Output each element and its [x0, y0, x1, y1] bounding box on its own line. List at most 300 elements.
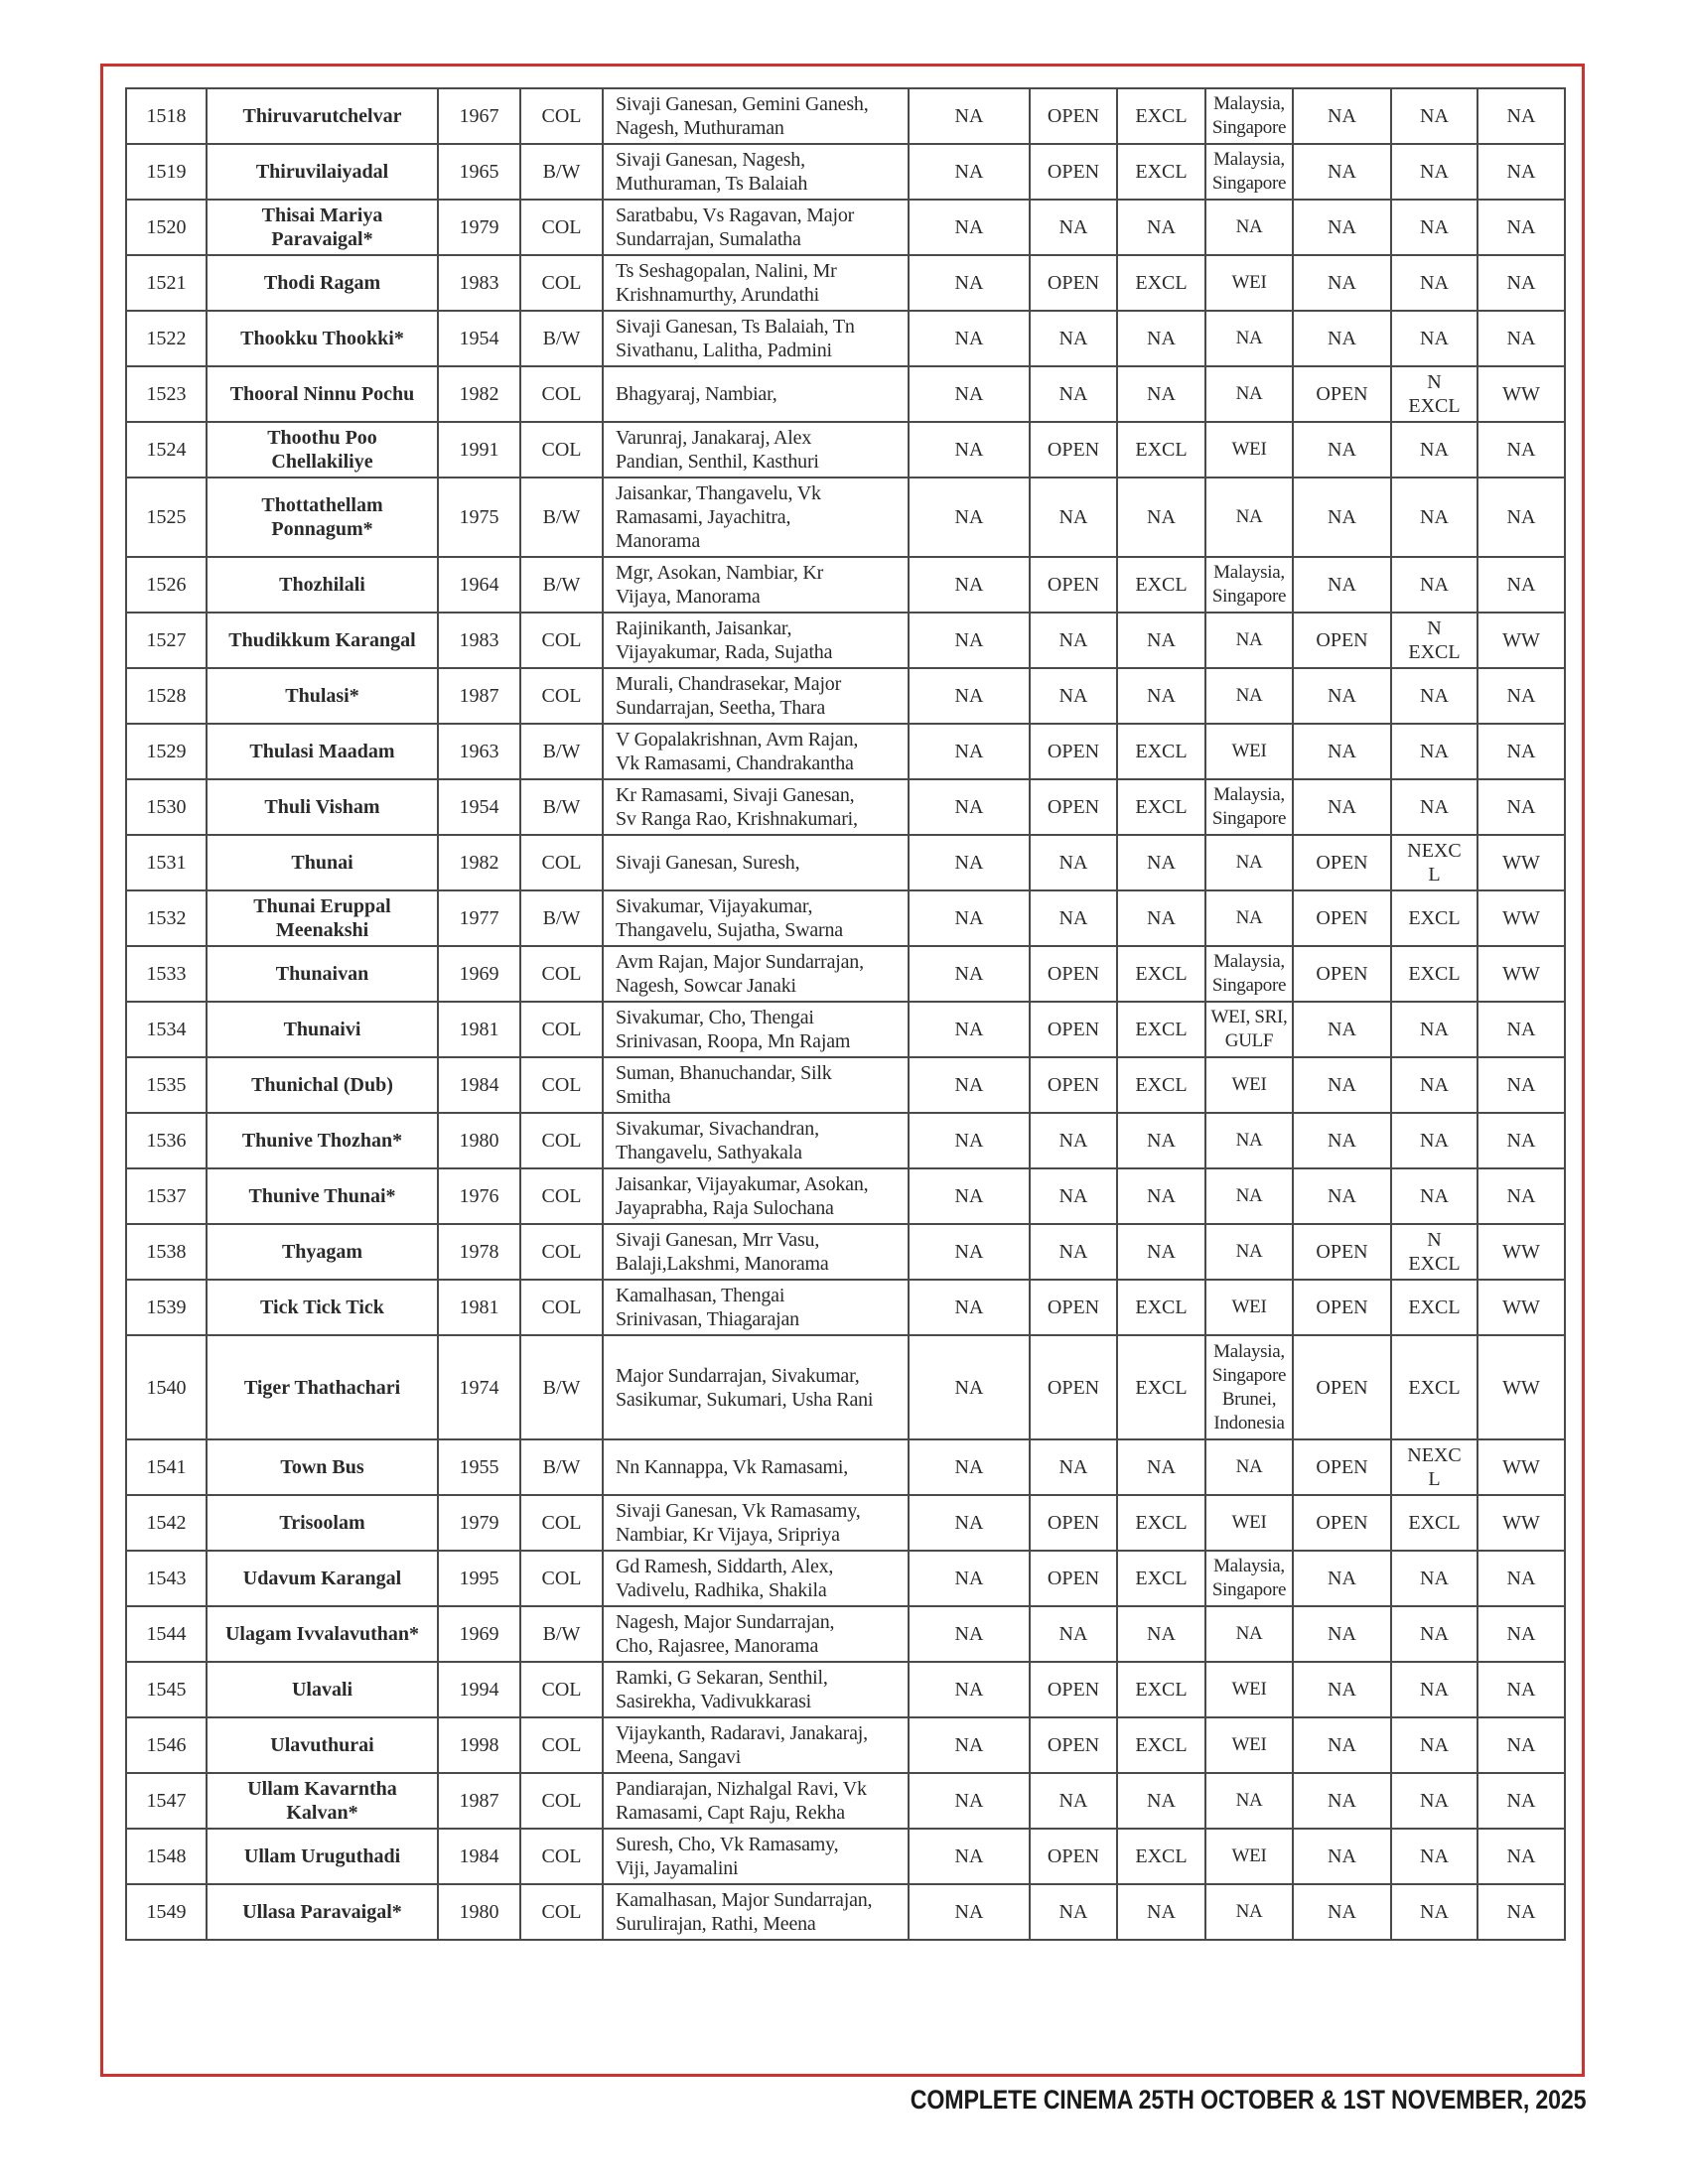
- table-row: [126, 1002, 1565, 1057]
- rights-col-6-cell: [1391, 1829, 1477, 1884]
- rights-col-7-cell: [1477, 668, 1565, 724]
- rights-col-4-territory-line: WEI: [1231, 1679, 1267, 1700]
- cast-line: Sundarrajan, Seetha, Thara: [616, 697, 826, 719]
- rights-col-2-cell: [1030, 1551, 1117, 1606]
- print-type-cell: COL: [520, 366, 603, 422]
- rights-col-5-line: OPEN: [1316, 1376, 1368, 1399]
- cast-cell: [603, 311, 909, 366]
- rights-col-4-territory-cell: [1205, 88, 1293, 144]
- rights-col-1-cell: [909, 1495, 1030, 1551]
- rights-col-5-line: OPEN: [1316, 852, 1368, 874]
- cast-line: Sivaji Ganesan, Ts Balaiah, Tn: [616, 316, 855, 338]
- rights-col-6-line: NA: [1420, 741, 1449, 762]
- rights-col-5-line: NA: [1328, 1019, 1356, 1040]
- film-title-cell: [207, 1662, 438, 1717]
- rights-col-3-cell: [1117, 311, 1205, 366]
- rights-col-3-cell: [1117, 200, 1205, 255]
- rights-col-3-cell: [1117, 1439, 1205, 1495]
- cast-cell: [603, 1002, 909, 1057]
- rights-col-4-territory-cell: [1205, 1606, 1293, 1662]
- rights-col-7-line: NA: [1506, 216, 1536, 238]
- serial-number-cell: 1532: [126, 890, 207, 946]
- cast-line: Rajinikanth, Jaisankar,: [616, 617, 792, 639]
- film-title-line: Thozhilali: [279, 574, 365, 596]
- rights-col-5-line: OPEN: [1316, 907, 1368, 929]
- rights-col-7-cell: [1477, 835, 1565, 890]
- rights-col-4-territory-cell: [1205, 557, 1293, 613]
- rights-col-3-line: EXCL: [1135, 105, 1188, 127]
- rights-col-7-line: NA: [1506, 328, 1536, 349]
- rights-col-4-territory-line: WEI: [1231, 1734, 1267, 1755]
- rights-col-2-cell: [1030, 200, 1117, 255]
- rights-col-2-line: NA: [1058, 907, 1088, 929]
- cast-line: Viji, Jayamalini: [616, 1857, 739, 1879]
- rights-col-2-cell: [1030, 1717, 1117, 1773]
- rights-col-3-cell: [1117, 613, 1205, 668]
- cast-cell: [603, 1606, 909, 1662]
- rights-col-2-cell: [1030, 255, 1117, 311]
- cast-line: Ts Seshagopalan, Nalini, Mr: [616, 260, 837, 282]
- rights-col-7-line: NA: [1506, 161, 1536, 183]
- serial-number-cell: 1519: [126, 144, 207, 200]
- rights-col-6-line: NA: [1420, 1185, 1449, 1207]
- cast-line: Sv Ranga Rao, Krishnakumari,: [616, 808, 858, 830]
- cast-cell: [603, 1168, 909, 1224]
- film-title-cell: [207, 1113, 438, 1168]
- rights-col-4-territory-line: NA: [1235, 907, 1263, 928]
- film-title-line: Thooral Ninnu Pochu: [229, 383, 415, 405]
- cast-cell: [603, 1224, 909, 1280]
- release-year-cell: 1963: [438, 724, 520, 779]
- rights-col-5-line: NA: [1328, 1845, 1356, 1867]
- cast-line: Balaji,Lakshmi, Manorama: [616, 1253, 829, 1275]
- table-row: [126, 1829, 1565, 1884]
- rights-col-1-cell: [909, 1884, 1030, 1940]
- rights-col-4-territory-line: WEI: [1231, 272, 1267, 293]
- rights-col-6-line: EXCL: [1408, 395, 1461, 417]
- rights-col-3-cell: [1117, 366, 1205, 422]
- rights-col-1-cell: [909, 1717, 1030, 1773]
- rights-col-7-cell: [1477, 1113, 1565, 1168]
- table-row: [126, 144, 1565, 200]
- cast-line: Suman, Bhanuchandar, Silk: [616, 1062, 832, 1084]
- rights-col-1-cell: [909, 779, 1030, 835]
- release-year-cell: 1954: [438, 311, 520, 366]
- rights-col-2-line: OPEN: [1047, 741, 1100, 762]
- print-type-cell: COL: [520, 1773, 603, 1829]
- cast-line: Pandian, Senthil, Kasthuri: [616, 451, 819, 473]
- print-type-cell: B/W: [520, 1335, 603, 1439]
- rights-col-6-line: NA: [1420, 685, 1449, 707]
- rights-col-6-line: NA: [1420, 1845, 1449, 1867]
- rights-col-5-line: NA: [1328, 439, 1356, 461]
- rights-col-3-line: EXCL: [1135, 796, 1188, 818]
- rights-col-3-line: EXCL: [1135, 741, 1188, 762]
- rights-col-6-cell: [1391, 422, 1477, 478]
- release-year-cell: 1969: [438, 946, 520, 1002]
- film-title-line: Thunaivi: [283, 1019, 361, 1040]
- rights-col-2-line: NA: [1058, 216, 1088, 238]
- rights-col-1-line: NA: [954, 1019, 984, 1040]
- film-title-cell: [207, 724, 438, 779]
- table-row: [126, 890, 1565, 946]
- rights-col-1-line: NA: [954, 216, 984, 238]
- rights-col-5-cell: [1293, 890, 1391, 946]
- rights-col-1-line: NA: [954, 105, 984, 127]
- rights-col-3-cell: [1117, 946, 1205, 1002]
- rights-col-6-cell: [1391, 200, 1477, 255]
- table-row: [126, 779, 1565, 835]
- cast-cell: [603, 890, 909, 946]
- rights-col-4-territory-line: NA: [1235, 216, 1263, 237]
- rights-col-7-line: NA: [1506, 741, 1536, 762]
- rights-col-3-cell: [1117, 1224, 1205, 1280]
- rights-col-1-line: NA: [954, 1376, 984, 1399]
- table-row: [126, 1280, 1565, 1335]
- rights-col-4-territory-line: WEI: [1231, 741, 1267, 761]
- rights-col-6-cell: [1391, 779, 1477, 835]
- print-type-cell: B/W: [520, 557, 603, 613]
- rights-col-6-cell: [1391, 1439, 1477, 1495]
- film-title-cell: [207, 366, 438, 422]
- rights-col-4-territory-cell: [1205, 478, 1293, 557]
- cast-line: Bhagyaraj, Nambiar,: [616, 383, 777, 405]
- film-title-line: Thoothu Poo: [267, 427, 377, 449]
- rights-col-2-line: NA: [1058, 1130, 1088, 1152]
- rights-col-5-line: NA: [1328, 1901, 1356, 1923]
- film-title-line: Ullam Kavarntha: [247, 1778, 397, 1800]
- rights-col-2-cell: [1030, 613, 1117, 668]
- rights-col-6-line: N: [1427, 617, 1442, 639]
- cast-cell: [603, 1335, 909, 1439]
- table-row: [126, 88, 1565, 144]
- cast-cell: [603, 613, 909, 668]
- rights-col-3-cell: [1117, 1773, 1205, 1829]
- rights-col-7-cell: [1477, 366, 1565, 422]
- cast-line: Jayaprabha, Raja Sulochana: [616, 1197, 834, 1219]
- rights-col-1-line: NA: [954, 272, 984, 294]
- film-title-cell: [207, 144, 438, 200]
- rights-col-4-territory-cell: [1205, 1439, 1293, 1495]
- rights-col-3-line: EXCL: [1135, 963, 1188, 985]
- cast-line: Ramasami, Jayachitra,: [616, 506, 791, 528]
- rights-col-6-cell: [1391, 1662, 1477, 1717]
- table-row: [126, 1224, 1565, 1280]
- serial-number-cell: 1546: [126, 1717, 207, 1773]
- rights-col-7-cell: [1477, 1495, 1565, 1551]
- print-type-cell: B/W: [520, 478, 603, 557]
- cast-line: Sivaji Ganesan, Nagesh,: [616, 149, 805, 171]
- film-title-cell: [207, 1884, 438, 1940]
- rights-col-6-cell: [1391, 1002, 1477, 1057]
- film-title-cell: [207, 478, 438, 557]
- rights-col-3-line: EXCL: [1135, 272, 1188, 294]
- rights-col-4-territory-line: NA: [1235, 1130, 1263, 1151]
- table-row: [126, 557, 1565, 613]
- serial-number-cell: 1528: [126, 668, 207, 724]
- rights-col-3-line: EXCL: [1135, 574, 1188, 596]
- release-year-cell: 1981: [438, 1002, 520, 1057]
- rights-col-2-line: OPEN: [1047, 796, 1100, 818]
- rights-col-4-territory-line: Malaysia,: [1213, 1340, 1285, 1362]
- rights-col-1-cell: [909, 1829, 1030, 1884]
- rights-col-1-cell: [909, 1606, 1030, 1662]
- cast-line: Surulirajan, Rathi, Meena: [616, 1913, 816, 1935]
- serial-number-cell: 1535: [126, 1057, 207, 1113]
- rights-col-7-cell: [1477, 88, 1565, 144]
- cast-line: Ramasami, Capt Raju, Rekha: [616, 1802, 845, 1824]
- rights-col-1-line: NA: [954, 852, 984, 874]
- release-year-cell: 1976: [438, 1168, 520, 1224]
- rights-col-4-territory-cell: [1205, 1495, 1293, 1551]
- rights-col-4-territory-line: NA: [1235, 1901, 1263, 1922]
- film-title-line: Ulagam Ivvalavuthan*: [224, 1623, 420, 1645]
- rights-col-1-line: NA: [954, 383, 984, 405]
- rights-col-5-cell: [1293, 144, 1391, 200]
- film-title-line: Kalvan*: [286, 1802, 358, 1824]
- release-year-cell: 1983: [438, 613, 520, 668]
- rights-col-1-cell: [909, 1168, 1030, 1224]
- table-row: [126, 1168, 1565, 1224]
- release-year-cell: 1969: [438, 1606, 520, 1662]
- cast-cell: [603, 1717, 909, 1773]
- rights-col-5-line: OPEN: [1316, 629, 1368, 651]
- rights-col-7-cell: [1477, 1662, 1565, 1717]
- cast-cell: [603, 1551, 909, 1606]
- rights-col-4-territory-cell: [1205, 1280, 1293, 1335]
- rights-col-2-cell: [1030, 1773, 1117, 1829]
- rights-col-7-line: WW: [1502, 383, 1540, 405]
- release-year-cell: 1980: [438, 1113, 520, 1168]
- film-title-cell: [207, 1717, 438, 1773]
- cast-cell: [603, 1662, 909, 1717]
- cast-line: Nambiar, Kr Vijaya, Sripriya: [616, 1524, 840, 1546]
- rights-col-6-line: N: [1427, 1229, 1442, 1251]
- cast-cell: [603, 88, 909, 144]
- rights-col-5-cell: [1293, 1551, 1391, 1606]
- rights-col-2-line: OPEN: [1047, 1074, 1100, 1096]
- cast-line: Gd Ramesh, Siddarth, Alex,: [616, 1556, 834, 1577]
- rights-col-2-cell: [1030, 557, 1117, 613]
- rights-col-7-cell: [1477, 311, 1565, 366]
- cast-line: Ramki, G Sekaran, Senthil,: [616, 1667, 828, 1689]
- rights-col-2-line: OPEN: [1047, 439, 1100, 461]
- rights-col-2-cell: [1030, 144, 1117, 200]
- table-row: [126, 946, 1565, 1002]
- rights-col-1-cell: [909, 422, 1030, 478]
- rights-col-7-line: NA: [1506, 1019, 1536, 1040]
- rights-col-7-line: WW: [1502, 1512, 1540, 1534]
- rights-col-2-line: NA: [1058, 506, 1088, 528]
- rights-col-3-line: EXCL: [1135, 1074, 1188, 1096]
- rights-col-3-cell: [1117, 1495, 1205, 1551]
- rights-col-5-line: OPEN: [1316, 963, 1368, 985]
- rights-col-3-cell: [1117, 255, 1205, 311]
- cast-cell: [603, 1439, 909, 1495]
- film-title-cell: [207, 668, 438, 724]
- rights-col-3-cell: [1117, 1884, 1205, 1940]
- print-type-cell: COL: [520, 422, 603, 478]
- rights-col-6-line: NA: [1420, 1901, 1449, 1923]
- cast-cell: [603, 1113, 909, 1168]
- film-title-line: Thiruvarutchelvar: [242, 105, 402, 127]
- rights-col-7-line: NA: [1506, 506, 1536, 528]
- rights-col-1-cell: [909, 1280, 1030, 1335]
- table-row: [126, 422, 1565, 478]
- rights-col-1-line: NA: [954, 328, 984, 349]
- rights-col-1-cell: [909, 1551, 1030, 1606]
- print-type-cell: COL: [520, 1057, 603, 1113]
- rights-col-5-cell: [1293, 88, 1391, 144]
- print-type-cell: COL: [520, 200, 603, 255]
- rights-col-2-cell: [1030, 1884, 1117, 1940]
- rights-col-6-line: EXCL: [1408, 641, 1461, 663]
- cast-line: Sundarrajan, Sumalatha: [616, 228, 801, 250]
- rights-col-6-cell: [1391, 1717, 1477, 1773]
- rights-col-6-line: NA: [1420, 272, 1449, 294]
- rights-col-3-cell: [1117, 1057, 1205, 1113]
- rights-col-5-cell: [1293, 724, 1391, 779]
- film-title-cell: [207, 1495, 438, 1551]
- rights-col-7-cell: [1477, 946, 1565, 1002]
- footer-publication-line: COMPLETE CINEMA 25TH OCTOBER & 1ST NOVEMBER, 2025: [910, 2085, 1586, 2115]
- rights-col-1-line: NA: [954, 574, 984, 596]
- serial-number-cell: 1543: [126, 1551, 207, 1606]
- rights-col-5-cell: [1293, 613, 1391, 668]
- rights-col-3-line: NA: [1147, 1241, 1176, 1263]
- film-title-cell: [207, 88, 438, 144]
- rights-col-7-line: NA: [1506, 105, 1536, 127]
- film-title-line: Paravaigal*: [271, 228, 373, 250]
- rights-col-6-line: EXCL: [1408, 1376, 1461, 1399]
- rights-col-6-cell: [1391, 311, 1477, 366]
- rights-col-6-cell: [1391, 88, 1477, 144]
- rights-col-1-cell: [909, 88, 1030, 144]
- cast-line: Sivakumar, Sivachandran,: [616, 1118, 819, 1140]
- cast-cell: [603, 779, 909, 835]
- serial-number-cell: 1524: [126, 422, 207, 478]
- rights-col-5-line: NA: [1328, 1130, 1356, 1152]
- film-title-line: Thunai Eruppal: [253, 895, 391, 917]
- rights-col-2-line: OPEN: [1047, 1845, 1100, 1867]
- film-title-line: Thunai: [291, 852, 353, 874]
- rights-col-4-territory-line: Singapore: [1211, 586, 1287, 607]
- rights-col-4-territory-line: Singapore: [1211, 1579, 1287, 1600]
- rights-col-2-line: OPEN: [1047, 1568, 1100, 1589]
- print-type-cell: COL: [520, 1884, 603, 1940]
- rights-col-3-cell: [1117, 1551, 1205, 1606]
- rights-col-5-cell: [1293, 1113, 1391, 1168]
- rights-col-2-line: NA: [1058, 1185, 1088, 1207]
- film-title-line: Thookku Thookki*: [240, 328, 404, 349]
- rights-col-5-line: OPEN: [1316, 1512, 1368, 1534]
- cast-line: Kamalhasan, Thengai: [616, 1285, 785, 1306]
- film-title-line: Ulavuthurai: [270, 1734, 374, 1756]
- serial-number-cell: 1522: [126, 311, 207, 366]
- rights-col-5-cell: [1293, 779, 1391, 835]
- rights-col-1-cell: [909, 557, 1030, 613]
- film-title-line: Ulavali: [291, 1679, 353, 1701]
- release-year-cell: 1980: [438, 1884, 520, 1940]
- print-type-cell: COL: [520, 1717, 603, 1773]
- print-type-cell: COL: [520, 1551, 603, 1606]
- rights-col-4-territory-line: WEI: [1231, 439, 1267, 460]
- rights-col-1-cell: [909, 890, 1030, 946]
- serial-number-cell: 1518: [126, 88, 207, 144]
- rights-col-2-line: OPEN: [1047, 1734, 1100, 1756]
- table-row: [126, 311, 1565, 366]
- rights-col-5-line: NA: [1328, 506, 1356, 528]
- rights-col-2-cell: [1030, 478, 1117, 557]
- rights-col-7-line: WW: [1502, 1376, 1540, 1399]
- release-year-cell: 1982: [438, 835, 520, 890]
- rights-col-4-territory-cell: [1205, 1335, 1293, 1439]
- cast-cell: [603, 1280, 909, 1335]
- cast-line: Nn Kannappa, Vk Ramasami,: [616, 1456, 849, 1478]
- rights-col-7-line: NA: [1506, 574, 1536, 596]
- film-title-line: Meenakshi: [275, 919, 369, 941]
- rights-col-6-line: NA: [1420, 105, 1449, 127]
- rights-col-1-line: NA: [954, 907, 984, 929]
- rights-col-3-line: NA: [1147, 907, 1176, 929]
- rights-col-4-territory-cell: [1205, 1662, 1293, 1717]
- rights-col-2-line: OPEN: [1047, 1512, 1100, 1534]
- film-title-cell: [207, 200, 438, 255]
- rights-col-2-cell: [1030, 724, 1117, 779]
- rights-col-5-cell: [1293, 200, 1391, 255]
- cast-cell: [603, 1884, 909, 1940]
- table-row: [126, 1884, 1565, 1940]
- rights-col-7-cell: [1477, 1335, 1565, 1439]
- serial-number-cell: 1527: [126, 613, 207, 668]
- serial-number-cell: 1539: [126, 1280, 207, 1335]
- film-title-line: Thunaivan: [275, 963, 369, 985]
- table-row: [126, 1057, 1565, 1113]
- film-title-line: Ponnagum*: [271, 518, 373, 540]
- cast-line: Sivaji Ganesan, Gemini Ganesh,: [616, 93, 869, 115]
- rights-col-6-cell: [1391, 1551, 1477, 1606]
- cast-line: Saratbabu, Vs Ragavan, Major: [616, 205, 855, 226]
- rights-col-7-cell: [1477, 255, 1565, 311]
- cast-line: Sivaji Ganesan, Mrr Vasu,: [616, 1229, 820, 1251]
- print-type-cell: COL: [520, 255, 603, 311]
- rights-col-4-territory-line: Brunei,: [1221, 1388, 1277, 1410]
- rights-col-2-cell: [1030, 366, 1117, 422]
- rights-col-5-line: NA: [1328, 1679, 1356, 1701]
- rights-col-2-line: NA: [1058, 685, 1088, 707]
- cast-cell: [603, 835, 909, 890]
- release-year-cell: 1984: [438, 1057, 520, 1113]
- rights-col-2-cell: [1030, 1280, 1117, 1335]
- film-title-line: Thulasi Maadam: [249, 741, 395, 762]
- rights-col-4-territory-line: Malaysia,: [1213, 93, 1285, 114]
- rights-col-1-cell: [909, 1057, 1030, 1113]
- table-row: [126, 1439, 1565, 1495]
- rights-col-7-line: NA: [1506, 1568, 1536, 1589]
- rights-col-6-line: NA: [1420, 1679, 1449, 1701]
- rights-col-3-line: EXCL: [1135, 1845, 1188, 1867]
- table-row: [126, 1495, 1565, 1551]
- rights-col-1-cell: [909, 311, 1030, 366]
- rights-col-5-line: NA: [1328, 105, 1356, 127]
- rights-col-6-cell: [1391, 1606, 1477, 1662]
- cast-line: Sivaji Ganesan, Vk Ramasamy,: [616, 1500, 861, 1522]
- rights-col-4-territory-line: NA: [1235, 383, 1263, 404]
- cast-cell: [603, 366, 909, 422]
- rights-col-5-cell: [1293, 557, 1391, 613]
- rights-col-1-line: NA: [954, 629, 984, 651]
- rights-col-6-line: NA: [1420, 1734, 1449, 1756]
